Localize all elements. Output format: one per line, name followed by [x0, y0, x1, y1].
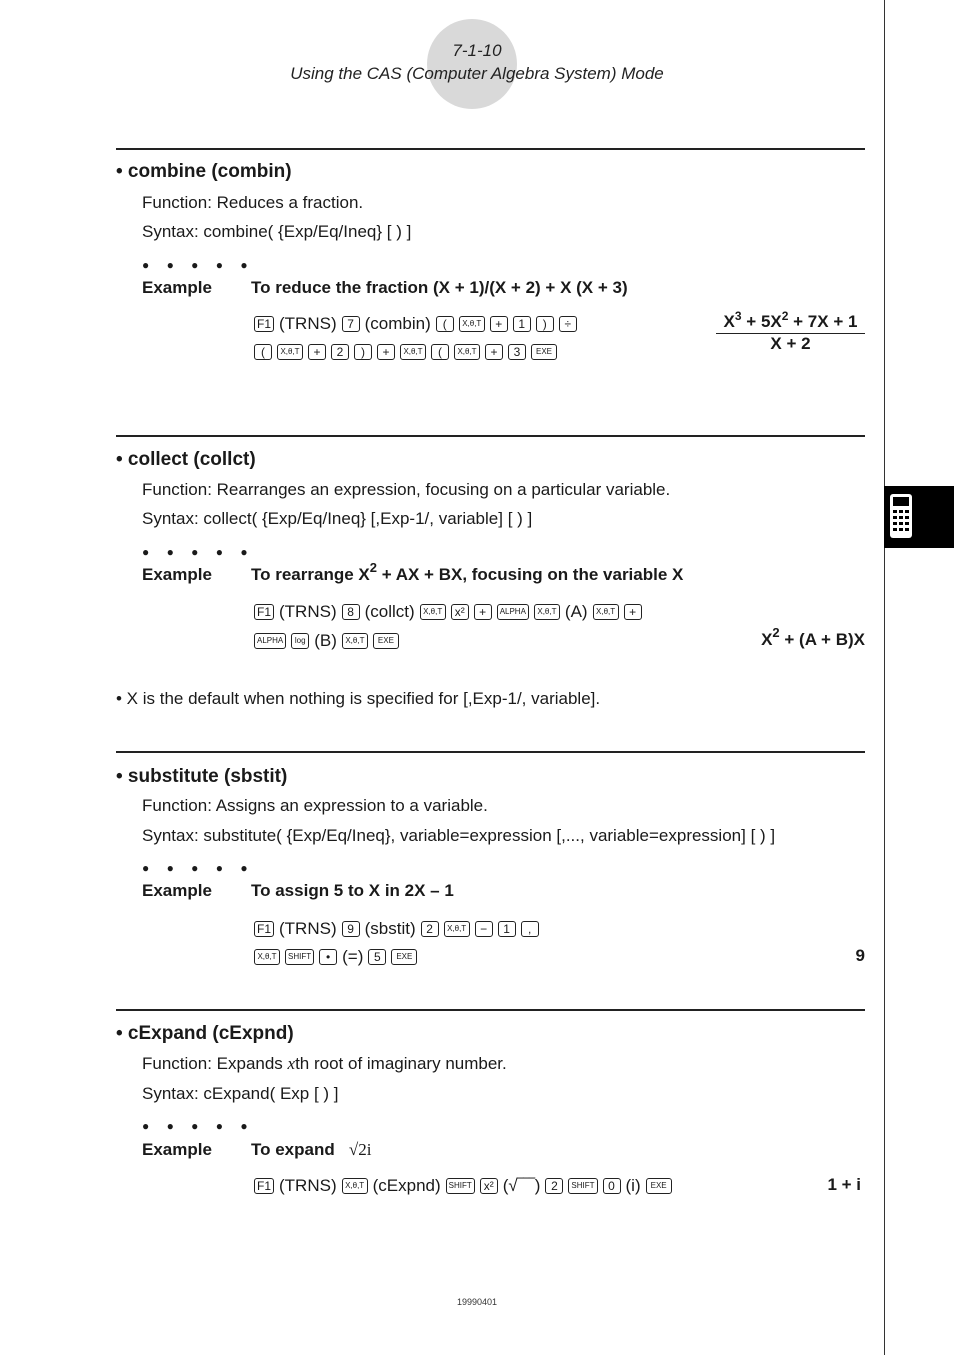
key-sequence-line-1 — [254, 314, 577, 334]
example-title: To expand √2i — [251, 1140, 372, 1159]
page-number: 7-1-10 — [452, 41, 502, 60]
key-exe: EXE — [391, 949, 417, 965]
key-xthetat: X,θ,T — [277, 344, 303, 360]
key-open-paren: ( — [436, 316, 454, 332]
calculator-icon — [884, 486, 954, 548]
example-expression: √2i — [348, 1140, 372, 1159]
key-annotation: (collct) — [364, 602, 415, 621]
key-annotation: (√‾‾‾) — [502, 1176, 541, 1195]
margin-rule — [884, 0, 885, 1355]
key-plus: + — [624, 604, 642, 620]
key-sequence-line-2 — [254, 344, 557, 360]
key-7: 7 — [342, 316, 360, 332]
syntax-line: Syntax: combine( {Exp/Eq/Ineq} [ ) ] — [142, 222, 412, 241]
key-f1: F1 — [254, 604, 274, 620]
key-xthetat: X,θ,T — [400, 344, 426, 360]
key-2: 2 — [331, 344, 349, 360]
function-description: Function: Assigns an expression to a variable. — [142, 796, 488, 815]
example-title: To rearrange $X^2$ + AX + BX, focusing on the variable X — [251, 560, 684, 584]
key-exe: EXE — [646, 1178, 672, 1194]
key-f1: F1 — [254, 921, 274, 937]
key-xthetat: X,θ,T — [593, 604, 619, 620]
key-xthetat: X,θ,T — [420, 604, 446, 620]
example-label: Example — [142, 881, 212, 900]
section-divider — [116, 148, 865, 150]
result-numerator: $X^3 + 5X^2 + 7X + 1$ — [716, 312, 865, 334]
key-8: 8 — [342, 604, 360, 620]
example-dots: ● ● ● ● ● — [142, 861, 255, 875]
key-9: 9 — [342, 921, 360, 937]
key-annotation: (A) — [564, 602, 588, 621]
key-plus: + — [485, 344, 503, 360]
example-title: To reduce the fraction (X + 1)/(X + 2) + X (X + 3) — [251, 278, 628, 297]
key-xthetat: X,θ,T — [342, 1178, 368, 1194]
key-shift: SHIFT — [446, 1178, 475, 1194]
key-xthetat: X,θ,T — [254, 949, 280, 965]
key-2: 2 — [545, 1178, 563, 1194]
key-annotation: (B) — [314, 631, 337, 650]
section-title-cexpand: • cExpand (cExpnd) — [116, 1023, 294, 1044]
section-title-collect: • collect (collct) — [116, 449, 256, 470]
example-dots: ● ● ● ● ● — [142, 545, 255, 559]
key-annotation: (TRNS) — [279, 602, 337, 621]
result-value: 9 — [855, 946, 865, 965]
running-title: Using the CAS (Computer Algebra System) Mode — [290, 64, 664, 83]
key-comma: , — [521, 921, 539, 937]
example-title: To assign 5 to X in 2X – 1 — [251, 881, 454, 900]
key-plus: + — [308, 344, 326, 360]
key-exe: EXE — [531, 344, 557, 360]
section-divider — [116, 435, 865, 437]
key-1: 1 — [498, 921, 516, 937]
key-xthetat: X,θ,T — [459, 316, 485, 332]
key-xthetat: X,θ,T — [454, 344, 480, 360]
key-1: 1 — [513, 316, 531, 332]
key-5: 5 — [368, 949, 386, 965]
key-plus: + — [377, 344, 395, 360]
key-sequence-line-1 — [254, 919, 539, 939]
key-alpha: ALPHA — [254, 633, 286, 649]
key-2: 2 — [421, 921, 439, 937]
footer-code: 19990401 — [456, 1297, 498, 1307]
key-close-paren: ) — [536, 316, 554, 332]
calculator-tab — [884, 486, 954, 548]
key-annotation: (TRNS) — [279, 919, 337, 938]
key-annotation: (sbstit) — [364, 919, 416, 938]
key-exe: EXE — [373, 633, 399, 649]
syntax-line: Syntax: substitute( {Exp/Eq/Ineq}, variable=expression [,..., variable=expression] [ ) ] — [142, 826, 776, 845]
key-sequence-line-1 — [254, 602, 642, 622]
key-sequence-line-1 — [254, 1176, 672, 1196]
key-0: 0 — [603, 1178, 621, 1194]
key-minus: − — [475, 921, 493, 937]
result-expression: $X^2 + (A + B)X$ — [761, 625, 865, 649]
section-title-combine: • combine (combin) — [116, 161, 292, 182]
key-plus: + — [474, 604, 492, 620]
key-dot: • — [319, 949, 337, 965]
example-dots: ● ● ● ● ● — [142, 258, 255, 272]
key-log: log — [291, 633, 309, 649]
note: • X is the default when nothing is specified for [,Exp-1/, variable]. — [116, 689, 601, 708]
key-xthetat: X,θ,T — [534, 604, 560, 620]
result-value: 1 + i — [827, 1175, 861, 1194]
key-shift: SHIFT — [568, 1178, 597, 1194]
key-plus: + — [490, 316, 508, 332]
example-dots: ● ● ● ● ● — [142, 1119, 255, 1133]
key-f1: F1 — [254, 1178, 274, 1194]
example-label: Example — [142, 565, 212, 584]
key-annotation: (i) — [625, 1176, 641, 1195]
key-x-squared: x² — [480, 1178, 498, 1194]
key-xthetat: X,θ,T — [342, 633, 368, 649]
key-open-paren: ( — [254, 344, 272, 360]
key-annotation: (cExpnd) — [372, 1176, 441, 1195]
key-shift: SHIFT — [285, 949, 314, 965]
function-description: Function: Rearranges an expression, focusing on a particular variable. — [142, 480, 671, 499]
section-divider — [116, 751, 865, 753]
key-sequence-line-2 — [254, 631, 399, 651]
result-fraction — [716, 309, 865, 354]
key-annotation: (TRNS) — [279, 1176, 337, 1195]
section-title-substitute: • substitute (sbstit) — [116, 766, 288, 787]
key-annotation: (=) — [342, 947, 364, 966]
example-label: Example — [142, 1140, 212, 1159]
function-description: Function: Reduces a fraction. — [142, 193, 364, 212]
key-annotation: (combin) — [364, 314, 431, 333]
key-f1: F1 — [254, 316, 274, 332]
key-3: 3 — [508, 344, 526, 360]
section-divider — [116, 1009, 865, 1011]
syntax-line: Syntax: cExpand( Exp [ ) ] — [142, 1084, 339, 1103]
syntax-line: Syntax: collect( {Exp/Eq/Ineq} [,Exp-1/, variable] [ ) ] — [142, 509, 533, 528]
result-denominator: X + 2 — [770, 334, 811, 353]
key-xthetat: X,θ,T — [444, 921, 470, 937]
key-sequence-line-2 — [254, 947, 417, 967]
function-description: Function: Expands xth root of imaginary number. — [142, 1054, 507, 1073]
example-label: Example — [142, 278, 212, 297]
key-divide: ÷ — [559, 316, 577, 332]
key-annotation: (TRNS) — [279, 314, 337, 333]
key-x-squared: x² — [451, 604, 469, 620]
key-open-paren: ( — [431, 344, 449, 360]
key-close-paren: ) — [354, 344, 372, 360]
key-alpha: ALPHA — [497, 604, 529, 620]
